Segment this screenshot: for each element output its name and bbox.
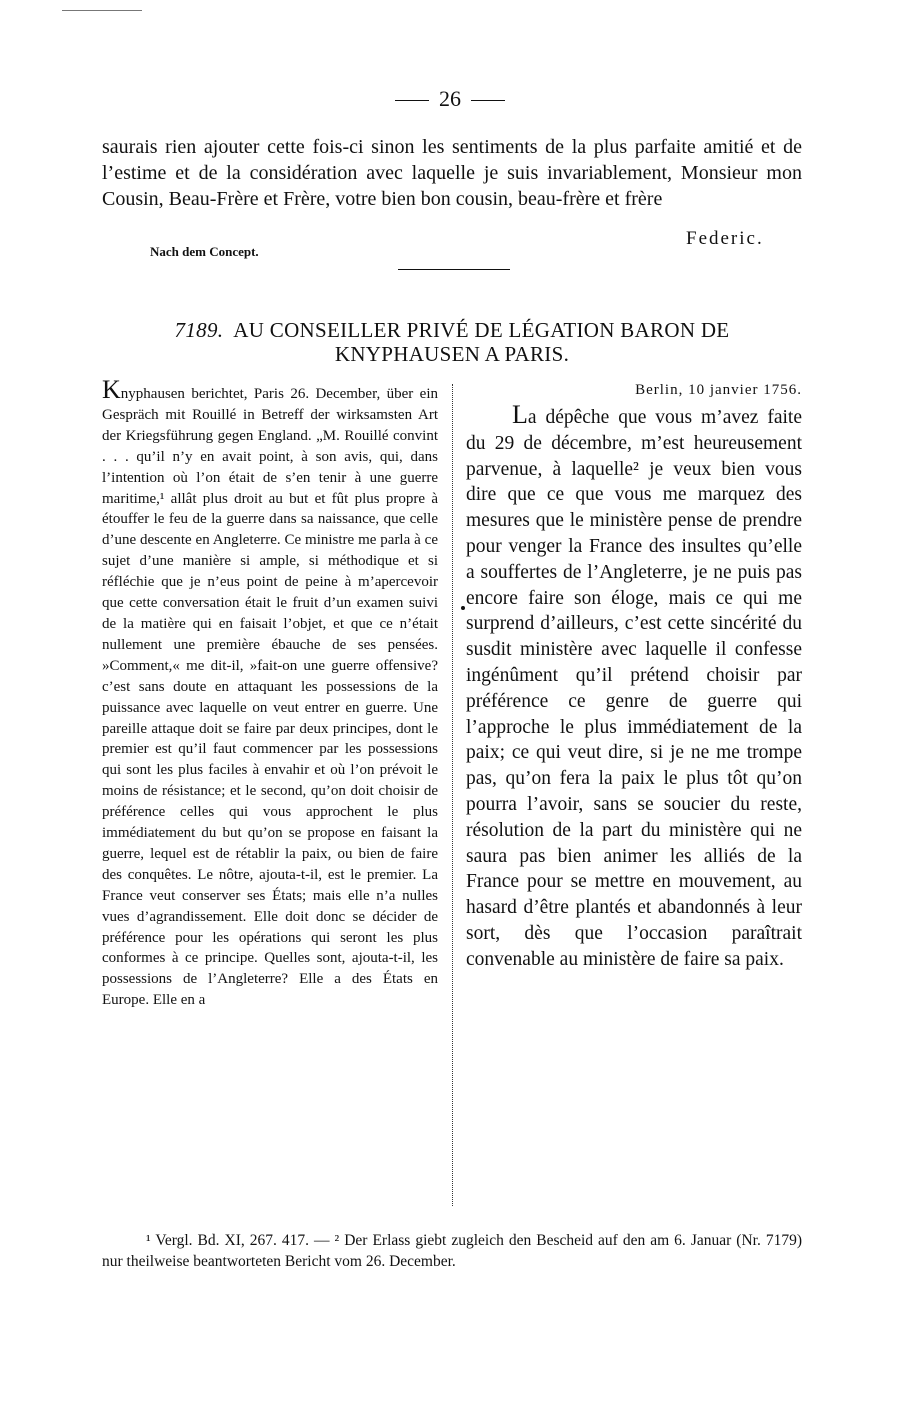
summary-text: nyphausen berichtet, Paris 26. December, über ein Gespräch mit Rouillé in Betreff der wirksamsten Art der Kriegsführung gegen England. „M. Rouillé convint . . . qu’il n’y en avait point, à son avis, qui, dans l’intention où l’on était de s’en tenir à une guerre maritime,¹ allât plus droit au but et fût plus propre à étouffer le feu de la guerre dans sa naissance, que celle d’une descente en Angleterre. Ce ministre me parla à ce sujet d’une manière si ample, si méthodique et si réfléchie que je n’eus point de peine à m’apercevoir que cette conversation était le fruit d’un examen suivi de la matière qui en faisait l’objet, et que ce n’était nullement une première ébauche de ses pensées. »Comment,« me dit-il, »fait-on une guerre offensive? c’est sans doute en attaquant les possessions de la puissance avec laquelle on veut entrer en guerre. Une pareille attaque doit se faire par deux principes, dont le premier est qu’il faut commencer par les possessions qui sont les plus faciles à envahir et où l’on prévoit le moins de résistance; et le second, qu’on doit choisir de préférence celles qui vous approchent le plus immédiatement du but qu’on se propose en faisant la guerre, lequel est de rétablir la paix, ou bien de faire des conquêtes. Le nôtre, ajouta-t-il, est le premier. La France veut conserver ses États; mais elle n’a nulles vues d’agrandissement. Elle doit donc se décider de préférence pour les opérations qui seront les plus conformes à ce principe. Quelles sont, ajouta-t-il, les possessions de l’Angleterre? Elle a des États en Europe. Elle en a — [102, 386, 438, 1009]
intro-paragraph: saurais rien ajouter cette fois-ci sinon les sentiments de la plus parfaite amitié et de l’estime et de la considération avec laquelle je suis invariablement, Monsieur mon Cousin, Beau-Frère et Frère, votre bien bon cousin, beau-frère et frère — [102, 136, 802, 210]
signature: Federic. — [686, 228, 764, 249]
source-note: Nach dem Concept. — [150, 244, 259, 259]
document-heading — [102, 318, 802, 366]
summary-initial: K — [102, 375, 121, 404]
letter-column — [466, 380, 802, 973]
page-number: 26 — [439, 86, 461, 111]
section-rule — [398, 269, 510, 270]
page-number-dash-left — [395, 100, 429, 101]
letter-initial: L — [512, 400, 528, 429]
scan-margin-mark — [62, 10, 142, 11]
column-divider — [452, 384, 453, 1206]
letter-body — [466, 402, 802, 973]
dateline: Berlin, 10 janvier 1756. — [635, 382, 802, 398]
letter-text: a dépêche que vous m’avez faite du 29 de décembre, m’est heureusement parvenue, à laquelle² je veux bien vous dire que ce que vous me marquez des mesures que le ministère pense de prendre pour venger la France des insultes qu’elle a souffertes de l’Angleterre, je ne puis pas encore faire son éloge, mais ce qui me surprend d’ailleurs, c’est cette sincérité du susdit ministère avec laquelle il confesse ingénûment qu’il prétend choisir par préférence ce genre de guerre qui l’approche le plus immédiatement de la paix; ce qui veut dire, si je ne me trompe pas, qu’on fera la paix le plus tôt qu’on pourra l’avoir, sans se soucier du reste, résolution de la part du ministère qui ne saura pas bien animer les alliés de la France pour se mettre en mouvement, au hasard d’être plantés et abandonnés à leur sort, dès que l’occasion paraîtrait convenable au ministère de faire sa paix. — [466, 407, 802, 970]
document-title: AU CONSEILLER PRIVÉ DE LÉGATION BARON DE KNYPHAUSEN A PARIS. — [233, 318, 730, 366]
document-number: 7189. — [174, 318, 224, 342]
page-number-dash-right — [471, 100, 505, 101]
margin-dot — [461, 606, 465, 610]
footnotes: ¹ Vergl. Bd. XI, 267. 417. — ² Der Erlass giebt zugleich den Bescheid auf den am 6. Januar (Nr. 7179) nur theilweise beantworteten Bericht vom 26. December. — [102, 1232, 802, 1270]
page-number-line — [0, 86, 900, 112]
summary-column — [102, 375, 438, 1011]
